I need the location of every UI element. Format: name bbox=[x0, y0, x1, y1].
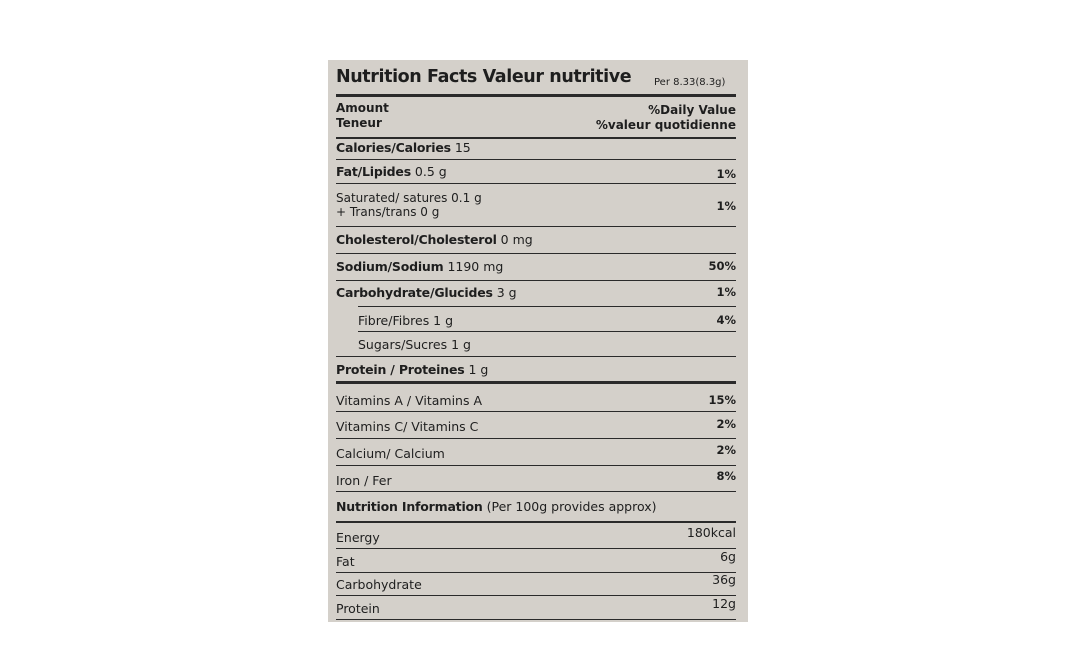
divider bbox=[336, 159, 736, 160]
divider bbox=[336, 521, 736, 523]
divider bbox=[336, 438, 736, 439]
divider-thick bbox=[336, 381, 736, 384]
nutrition-label: Nutrition Facts Valeur nutritive Per 8.33(8.3g) Amount Teneur %Daily Value %valeur quotidienne Calories/Calories 15 Fat/Lipides 0.5 g 1% Saturated/ satures 0.1 g + Trans/trans 0 g 1% Cholesterol/Cholesterol 0 mg Sodium/Sodium 1190 mg 50% Carbohydrate/Glucides 3 g 1% Fibre/Fibres 1 g 4% Sugars/Sucres 1 g Protein / Proteines 1 g Vitamins A / Vitamins A 15% Vitamins C/ Vitamins C 2% Calcium/ Calcium 2% Iron / Fer 8% Nutrition Information (Per 100g provides approx) Energy 180kcal Fat 6g Carbohydrate 36g Protein 12g bbox=[328, 60, 748, 622]
divider bbox=[336, 595, 736, 596]
divider bbox=[336, 465, 736, 466]
serving-size: Per 8.33(8.3g) bbox=[654, 77, 726, 88]
divider bbox=[336, 226, 736, 227]
divider bbox=[336, 137, 736, 139]
divider bbox=[358, 306, 736, 307]
amount-header: Amount Teneur bbox=[336, 101, 389, 130]
divider bbox=[336, 491, 736, 492]
divider bbox=[358, 331, 736, 332]
divider bbox=[336, 183, 736, 184]
daily-value-header: %Daily Value %valeur quotidienne bbox=[595, 103, 736, 132]
divider bbox=[336, 411, 736, 412]
column-headers bbox=[336, 101, 736, 135]
label-title: Nutrition Facts Valeur nutritive bbox=[336, 67, 632, 87]
divider-thick bbox=[336, 94, 736, 97]
divider bbox=[336, 280, 736, 281]
divider bbox=[336, 356, 736, 357]
divider bbox=[336, 619, 736, 620]
divider bbox=[336, 548, 736, 549]
divider bbox=[336, 253, 736, 254]
divider bbox=[336, 572, 736, 573]
